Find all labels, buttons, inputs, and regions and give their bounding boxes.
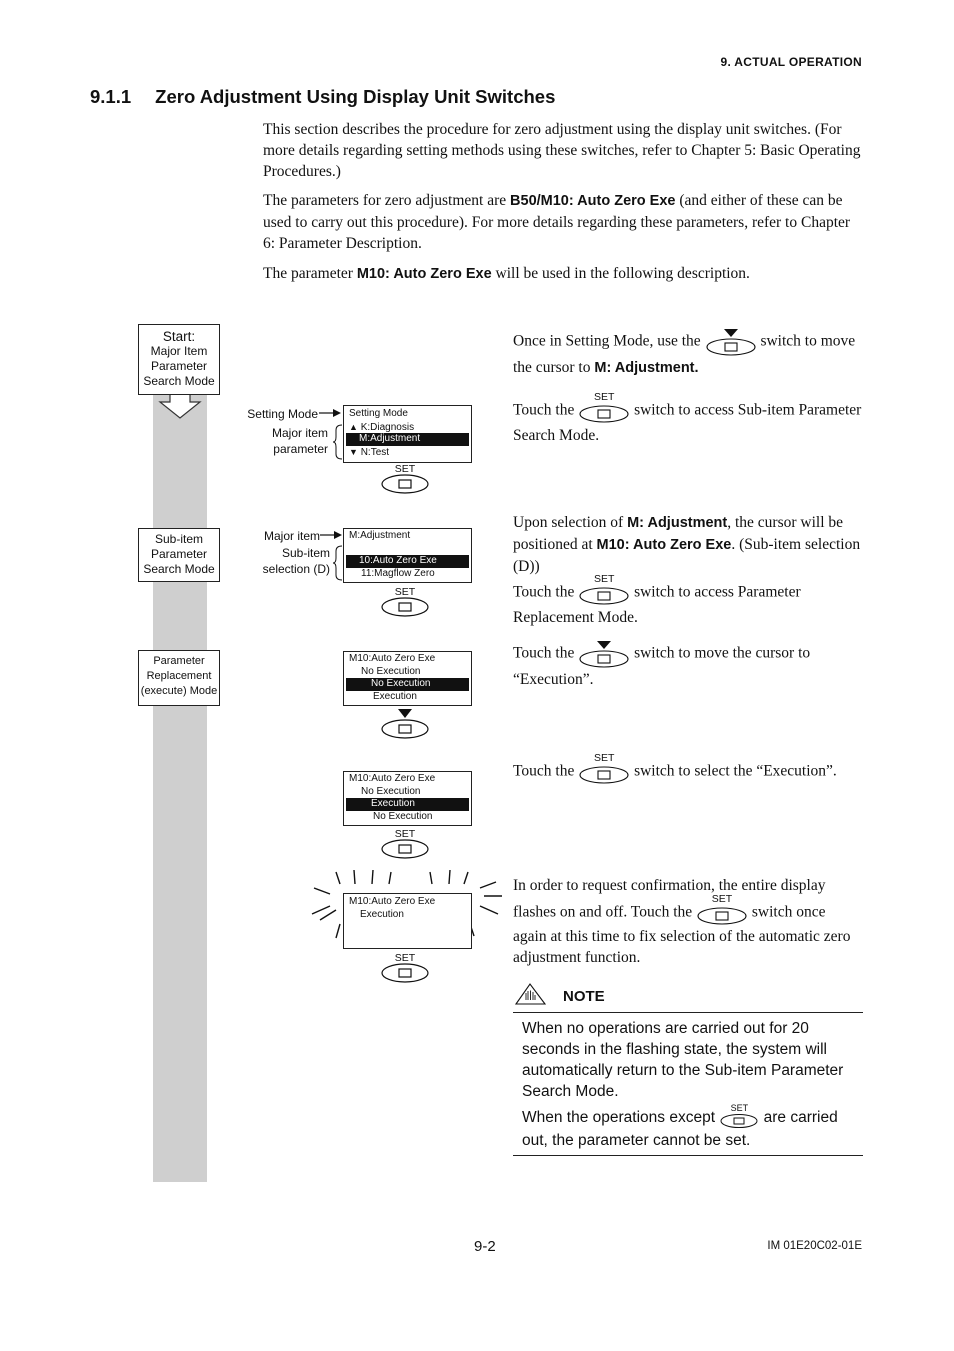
lcd-text: N:Test — [360, 446, 390, 458]
text: Touch the — [513, 644, 575, 662]
lcd-line: ▲ K:Diagnosis — [349, 421, 415, 433]
set-key-icon — [578, 391, 630, 424]
lcd-line: Setting Mode — [349, 408, 408, 419]
lcd-line: 11:Magflow Zero — [361, 567, 435, 579]
major-item-param-label: Major item parameter — [271, 426, 328, 456]
text: Upon selection of — [513, 514, 628, 531]
text: switch to move the cursor to “Execution”. — [513, 644, 811, 688]
lcd-line: Execution — [373, 690, 417, 702]
text: are carried out, the parameter cannot be set. — [522, 1109, 838, 1149]
set-key-label: SET — [394, 586, 416, 598]
lcd-line: M10:Auto Zero Exe — [349, 773, 436, 784]
set-key-icon — [696, 893, 748, 926]
set-key-icon[interactable] — [381, 963, 429, 983]
text: Once in Setting Mode, use the — [513, 332, 701, 350]
step-7-text — [513, 875, 863, 968]
mode-name: Parameter Replacement (execute) Mode — [140, 655, 218, 697]
text: In order to request confirmation, the entire display — [513, 877, 826, 894]
down-key-icon[interactable] — [381, 707, 429, 739]
lcd-display-3 — [343, 651, 472, 706]
text: flashes on and off. Touch the — [513, 903, 693, 921]
set-key-label: SET — [730, 1102, 749, 1113]
running-header: 9. ACTUAL OPERATION — [720, 55, 862, 69]
text: The parameter — [263, 265, 357, 282]
param-name: M10: Auto Zero Exe — [356, 266, 492, 282]
param-name: M: Adjustment. — [594, 360, 699, 376]
intro-paragraph-2 — [263, 190, 863, 254]
set-key-label: SET — [593, 573, 615, 585]
lcd-line: M10:Auto Zero Exe — [349, 653, 436, 664]
text: Touch the — [513, 401, 575, 419]
text: switch to access Parameter Replacement Mode. — [513, 583, 801, 626]
param-name: B50/M10: Auto Zero Exe — [510, 193, 676, 209]
lcd-line: No Execution — [361, 665, 421, 677]
intro-paragraph-3 — [263, 263, 863, 285]
text: switch to select the “Execution”. — [634, 762, 837, 780]
text: Touch the — [513, 762, 575, 780]
text: . (Sub-item selection (D)) — [513, 536, 861, 575]
lcd-cursor-line: M:Adjustment — [346, 433, 469, 446]
sub-item-selection-label: Sub-item selection (D) — [262, 546, 330, 576]
lcd-line: M10:Auto Zero Exe — [349, 896, 436, 907]
set-key-icon[interactable] — [381, 839, 429, 859]
down-key-icon — [705, 328, 757, 356]
lcd-display-5-flashing — [343, 893, 472, 949]
setting-mode-label: Setting Mode — [247, 407, 318, 421]
set-key-icon — [578, 752, 630, 785]
text: switch to access Sub-item Parameter Search Mode. — [513, 401, 862, 444]
lcd-cursor-line: 10:Auto Zero Exe — [346, 555, 469, 568]
down-key-icon — [578, 640, 630, 668]
set-key-label: SET — [394, 463, 416, 475]
set-key-icon — [578, 573, 630, 606]
lcd-line: Execution — [360, 908, 404, 920]
flow-bar — [153, 326, 207, 1182]
lcd-line: No Execution — [361, 785, 421, 797]
step-1-text — [513, 328, 863, 380]
text: The parameters for zero adjustment are — [263, 192, 511, 209]
set-key-icon[interactable] — [381, 597, 429, 617]
section-title-text: Zero Adjustment Using Display Unit Switches — [155, 86, 556, 107]
set-key-label: SET — [593, 752, 615, 764]
param-name: M10: Auto Zero Exe — [596, 537, 732, 553]
param-name: M: Adjustment — [627, 515, 728, 531]
brace-icon — [333, 545, 343, 581]
lcd-cursor-line: Execution — [346, 798, 469, 811]
section-title — [90, 86, 555, 108]
note-paragraph-1: When no operations are carried out for 20 seconds in the flashing state, the system will automatically return to the Sub-item Parameter Search Mode. — [522, 1020, 844, 1100]
lcd-display-1 — [343, 405, 472, 463]
text: Touch the — [513, 583, 575, 601]
arrow-right-icon — [320, 529, 344, 541]
mode-name: Major Item Parameter Search Mode — [143, 344, 215, 388]
down-arrow-icon — [158, 392, 202, 420]
lcd-cursor-line: No Execution — [346, 678, 469, 691]
text: again at this time to fix selection of the automatic zero adjustment function. — [513, 928, 851, 966]
step-2-text — [513, 391, 863, 447]
text-line — [513, 893, 863, 926]
set-key-icon — [719, 1102, 759, 1129]
mode-box-start — [138, 324, 220, 395]
note-rule-bottom — [513, 1155, 863, 1156]
lcd-display-2 — [343, 528, 472, 583]
text: , the cursor will be positioned at — [513, 514, 844, 553]
set-key-label: SET — [593, 391, 615, 403]
mode-box-sub-item — [138, 528, 220, 582]
section-number: 9.1.1 — [90, 86, 132, 107]
text: will be used in the following description. — [491, 265, 750, 282]
major-item-label: Major item — [263, 529, 320, 543]
brace-icon — [333, 424, 343, 460]
step-5-text — [513, 640, 863, 691]
set-key-icon[interactable] — [381, 474, 429, 494]
mode-name: Sub-item Parameter Search Mode — [143, 532, 215, 576]
intro-paragraph-1: This section describes the procedure for zero adjustment using the display unit switches. (For more details regarding setting methods using these switches, refer to Chapter 5: Basic Operating Procedures.) — [263, 121, 861, 180]
page-number: 9-2 — [474, 1238, 496, 1255]
text: switch to move the cursor to — [513, 332, 856, 376]
text: (and either of these can be used to carry out this procedure). For more details regarding these parameters, refer to Chapter 6: Parameter Description. — [263, 192, 851, 252]
step-3-text — [513, 512, 863, 577]
set-key-label: SET — [711, 893, 733, 905]
note-rule-top — [513, 1012, 863, 1013]
arrow-right-icon — [319, 407, 343, 419]
step-6-text — [513, 752, 863, 785]
start-label: Start: — [162, 329, 196, 344]
note-paragraph-2 — [522, 1102, 862, 1152]
set-key-label: SET — [394, 952, 416, 964]
step-4-text — [513, 573, 863, 629]
text: When the operations except — [522, 1109, 716, 1126]
lcd-text: K:Diagnosis — [360, 421, 415, 433]
lcd-line: No Execution — [373, 810, 433, 822]
hand-caution-icon — [514, 982, 548, 1006]
document-id: IM 01E20C02-01E — [767, 1240, 862, 1252]
lcd-line: ▼ N:Test — [349, 446, 390, 458]
mode-box-param-replace — [138, 650, 220, 706]
set-key-label: SET — [394, 828, 416, 840]
lcd-display-4 — [343, 771, 472, 826]
text: switch once — [751, 903, 826, 921]
note-title: NOTE — [563, 988, 605, 1005]
lcd-line: M:Adjustment — [349, 530, 411, 541]
lcd-line — [344, 543, 471, 556]
